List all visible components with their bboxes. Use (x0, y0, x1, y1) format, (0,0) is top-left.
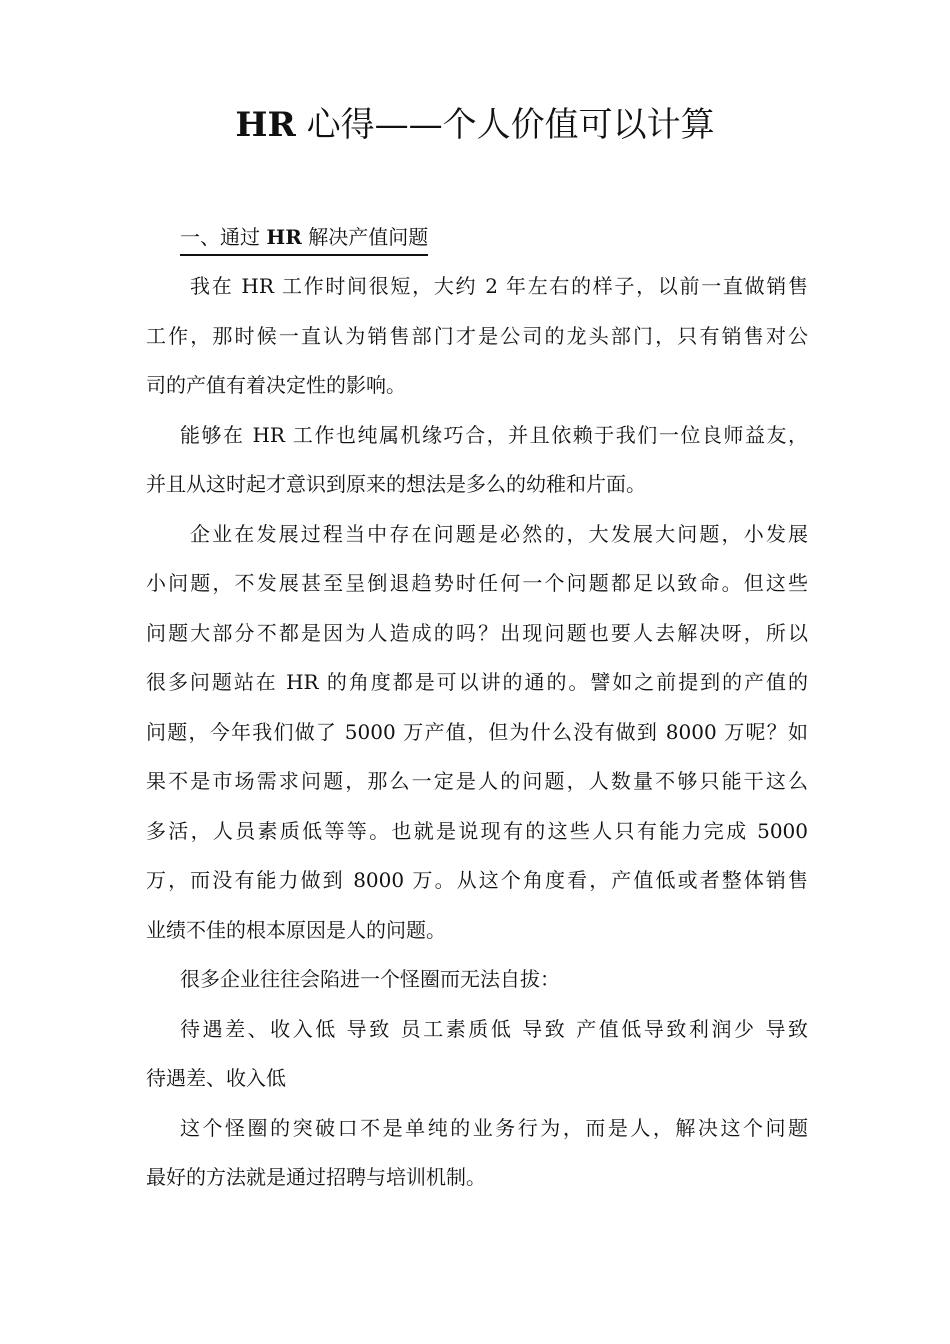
title-text-part: 心得——个人价值可以计算 (295, 105, 715, 145)
section-heading-bold: HR (266, 225, 302, 249)
paragraph-line: 问题，今年我们做了 5000 万产值，但为什么没有做到 8000 万呢？如 (146, 719, 808, 744)
paragraph-line: 并且从这时起才意识到原来的想法是多么的幼稚和片面。 (146, 472, 646, 496)
paragraph-line: 待遇差、收入低 (146, 1066, 286, 1090)
paragraph-line: 业绩不佳的根本原因是人的问题。 (146, 917, 446, 942)
paragraph-line: 问题大部分不都是因为人造成的吗？出现问题也要人去解决呀，所以 (146, 620, 808, 645)
paragraph-line: 果不是市场需求问题，那么一定是人的问题，人数量不够只能干这么 (146, 769, 808, 793)
section-heading (180, 220, 428, 256)
document-body (146, 262, 808, 1203)
paragraph-line: 工作，那时候一直认为销售部门才是公司的龙头部门，只有销售对公 (146, 323, 808, 348)
paragraph-line: 很多问题站在 HR 的角度都是可以讲的通的。譬如之前提到的产值的 (146, 670, 808, 694)
paragraph-line: 企业在发展过程当中存在问题是必然的，大发展大问题，小发展 (190, 521, 808, 546)
paragraph-line: 多活，人员素质低等等。也就是说现有的这些人只有能力完成 5000 (146, 818, 808, 843)
title-bold-part: HR (235, 105, 296, 145)
paragraph-line: 万，而没有能力做到 8000 万。从这个角度看，产值低或者整体销售 (146, 868, 808, 892)
paragraph-line: 待遇差、收入低 导致 员工素质低 导致 产值低导致利润少 导致 (180, 1016, 808, 1041)
section-heading-suffix: 解决产值问题 (301, 225, 429, 249)
paragraph-line: 我在 HR 工作时间很短，大约 2 年左右的样子，以前一直做销售 (190, 274, 808, 298)
paragraph-line: 小问题，不发展甚至呈倒退趋势时任何一个问题都足以致命。但这些 (146, 571, 808, 595)
section-heading-prefix: 一、通过 (180, 225, 267, 249)
paragraph-line: 司的产值有着决定性的影响。 (146, 373, 406, 397)
paragraph-line: 很多企业往往会陷进一个怪圈而无法自拔： (180, 967, 560, 991)
paragraph-line: 能够在 HR 工作也纯属机缘巧合，并且依赖于我们一位良师益友， (180, 422, 808, 447)
document-title (0, 100, 950, 150)
paragraph-line: 这个怪圈的突破口不是单纯的业务行为，而是人，解决这个问题 (180, 1115, 808, 1140)
paragraph-line: 最好的方法就是通过招聘与培训机制。 (146, 1165, 486, 1189)
